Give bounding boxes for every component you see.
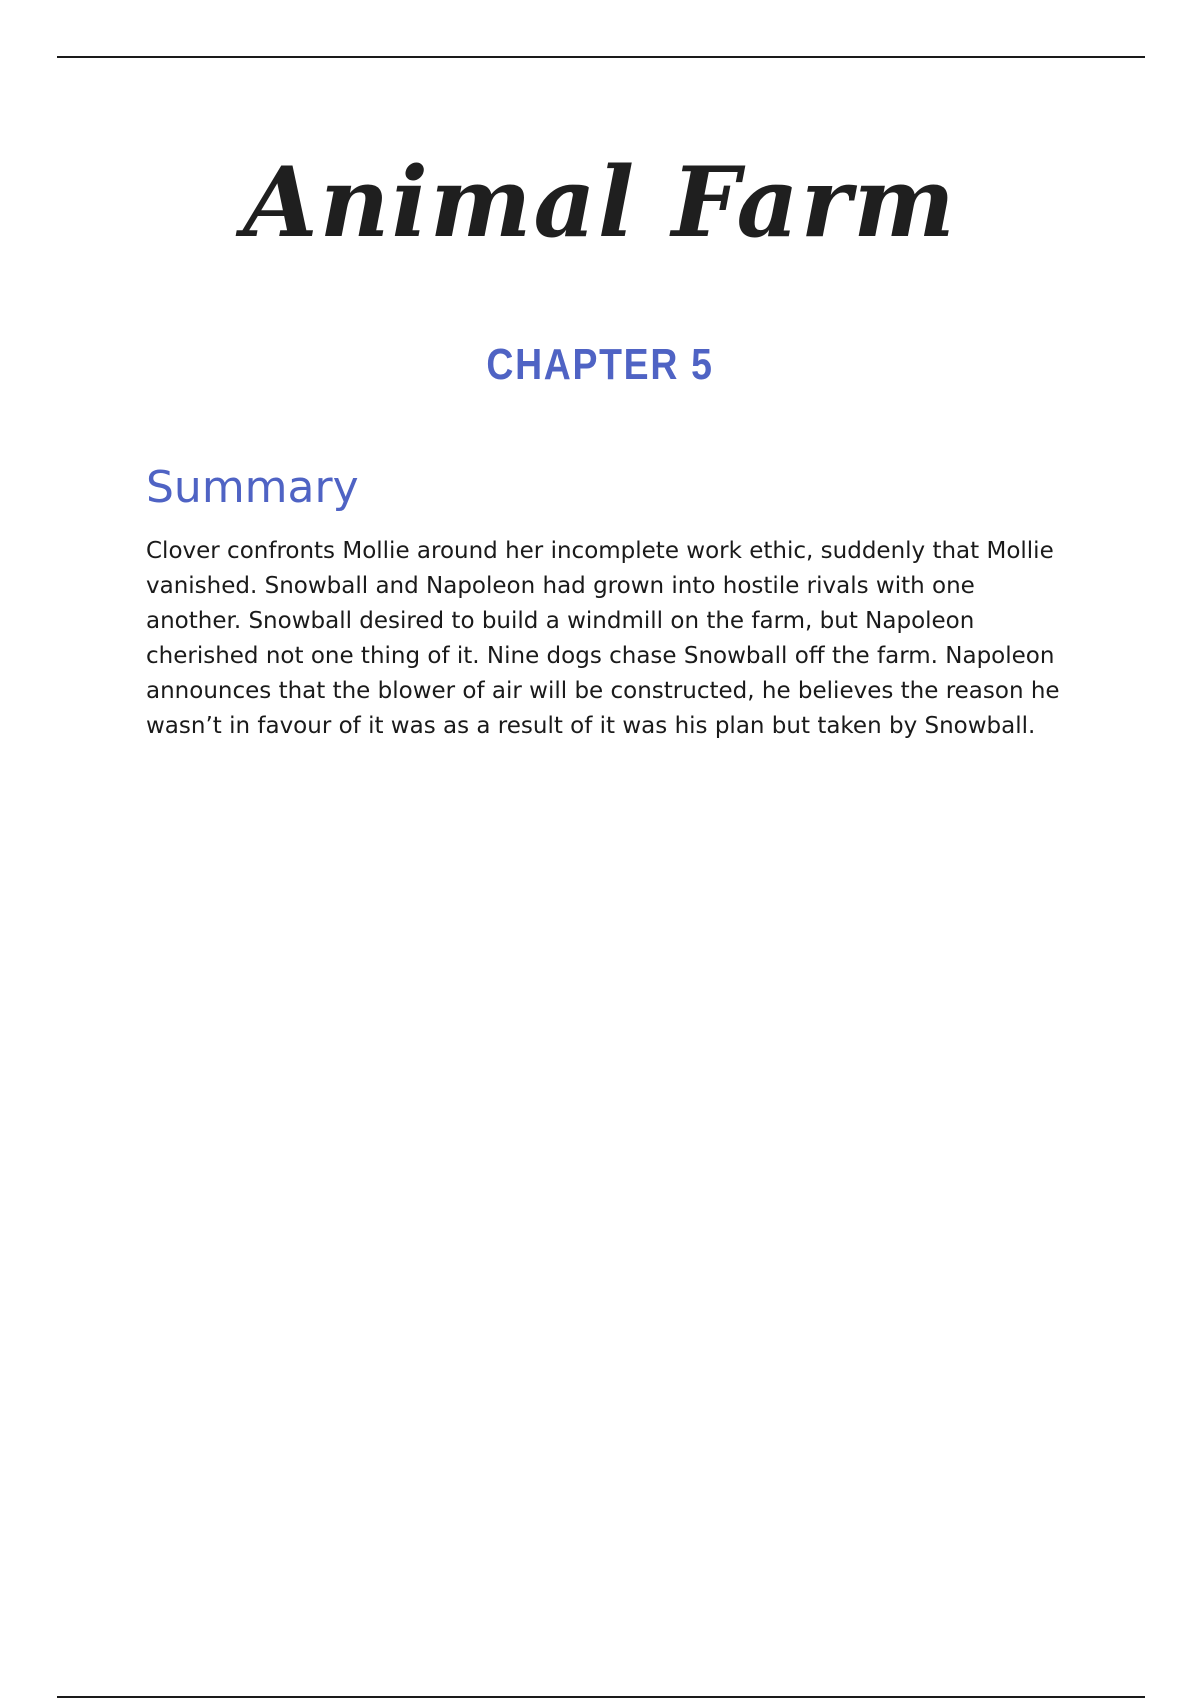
bottom-divider [57,1696,1145,1698]
chapter-heading: CHAPTER 5 [486,340,714,389]
document-title: Animal Farm [243,146,957,259]
summary-heading: Summary [146,462,359,513]
summary-paragraph: Clover confronts Mollie around her incomplete work ethic, suddenly that Mollie vanished. Snowball and Napoleon had grown into hostile rivals with one another. Snowball desired to build a windmill on the farm, but Napoleon cherished not one thing of it. Nine dogs chase Snowball off the farm. Napoleon announces that the blower of air will be constructed, he believes the reason he wasn’t in favour of it was as a result of it was his plan but taken by Snowball. [146,538,1060,739]
top-divider [57,56,1145,58]
